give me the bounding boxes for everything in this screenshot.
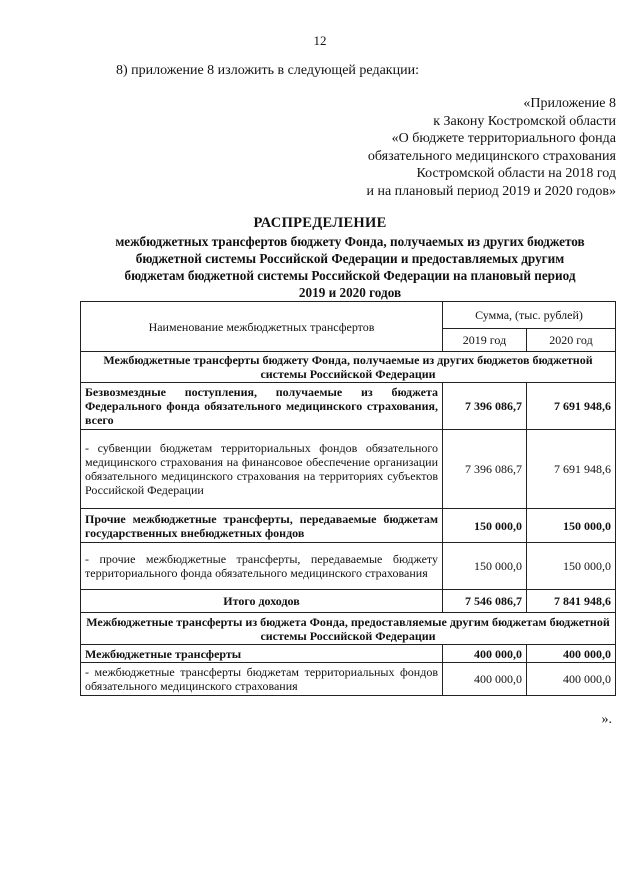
table-row	[81, 430, 616, 509]
row-value-2019: 400 000,0	[443, 645, 527, 663]
appendix-line: Костромской области на 2018 год	[416, 166, 616, 181]
subtitle-line: бюджетам бюджетной системы Российской Федерации на плановый период	[124, 268, 576, 283]
total-label: Итого доходов	[81, 590, 443, 613]
row-value-2020: 400 000,0	[527, 645, 616, 663]
row-value-2020: 7 691 948,6	[527, 383, 616, 430]
document-title: РАСПРЕДЕЛЕНИЕ	[253, 215, 387, 231]
intro-paragraph: 8) приложение 8 изложить в следующей редакции:	[116, 63, 419, 78]
section-heading-income: Межбюджетные трансферты бюджету Фонда, получаемые из других бюджетов бюджетной системы Российской Федерации	[81, 352, 616, 383]
total-value-2020: 7 841 948,6	[527, 590, 616, 613]
row-name: - субвенции бюджетам территориальных фондов обязательного медицинского страхования на финансовое обеспечение организации обязательного медицинского страхования на территориях субъектов Российской Федерации	[81, 430, 443, 509]
row-name: Межбюджетные трансферты	[81, 645, 443, 663]
row-value-2020: 150 000,0	[527, 543, 616, 590]
total-row	[81, 590, 616, 613]
table-row	[81, 663, 616, 696]
appendix-header	[366, 95, 616, 200]
header-year-2020: 2020 год	[527, 329, 616, 352]
appendix-line: и на плановый период 2019 и 2020 годов»	[366, 183, 616, 199]
row-value-2019: 7 396 086,7	[443, 383, 527, 430]
subtitle-line: бюджетной системы Российской Федерации и предоставляемых другим	[135, 251, 565, 266]
document-subtitle	[60, 233, 640, 301]
row-value-2020: 150 000,0	[527, 509, 616, 543]
total-value-2019: 7 546 086,7	[443, 590, 527, 613]
header-name-cell: Наименование межбюджетных трансфертов	[81, 302, 443, 352]
row-name: - прочие межбюджетные трансферты, передаваемые бюджету территориального фонда обязательного медицинского страхования	[81, 543, 443, 590]
appendix-line: «О бюджете территориального фонда	[391, 131, 616, 146]
table-header-row	[81, 302, 616, 329]
subtitle-line: межбюджетных трансфертов бюджету Фонда, получаемых из других бюджетов	[115, 234, 585, 249]
appendix-line: «Приложение 8	[523, 96, 616, 111]
row-name: - межбюджетные трансферты бюджетам территориальных фондов обязательного медицинского страхования	[81, 663, 443, 696]
table-row	[81, 383, 616, 430]
header-year-2019: 2019 год	[443, 329, 527, 352]
closing-quote: ».	[601, 712, 612, 727]
appendix-line: к Закону Костромской области	[433, 113, 616, 129]
table-row	[81, 543, 616, 590]
row-name: Безвозмездные поступления, получаемые из бюджета Федерального фонда обязательного медицинского страхования, всего	[81, 383, 443, 430]
appendix-line: обязательного медицинского страхования	[367, 148, 616, 164]
row-value-2019: 7 396 086,7	[443, 430, 527, 509]
row-value-2019: 400 000,0	[443, 663, 527, 696]
table-row	[81, 645, 616, 663]
row-name: Прочие межбюджетные трансферты, передаваемые бюджетам государственных внебюджетных фондов	[81, 509, 443, 543]
row-value-2019: 150 000,0	[443, 509, 527, 543]
header-sum-cell: Сумма, (тыс. рублей)	[443, 302, 616, 329]
page-number: 12	[313, 33, 327, 48]
section-row	[81, 613, 616, 645]
row-value-2019: 150 000,0	[443, 543, 527, 590]
table-row	[81, 509, 616, 543]
transfers-table	[80, 301, 616, 696]
row-value-2020: 7 691 948,6	[527, 430, 616, 509]
subtitle-line: 2019 и 2020 годов	[298, 285, 402, 300]
section-row	[81, 352, 616, 383]
section-heading-outgoing: Межбюджетные трансферты из бюджета Фонда, предоставляемые другим бюджетам бюджетной системы Российской Федерации	[81, 613, 616, 645]
row-value-2020: 400 000,0	[527, 663, 616, 696]
